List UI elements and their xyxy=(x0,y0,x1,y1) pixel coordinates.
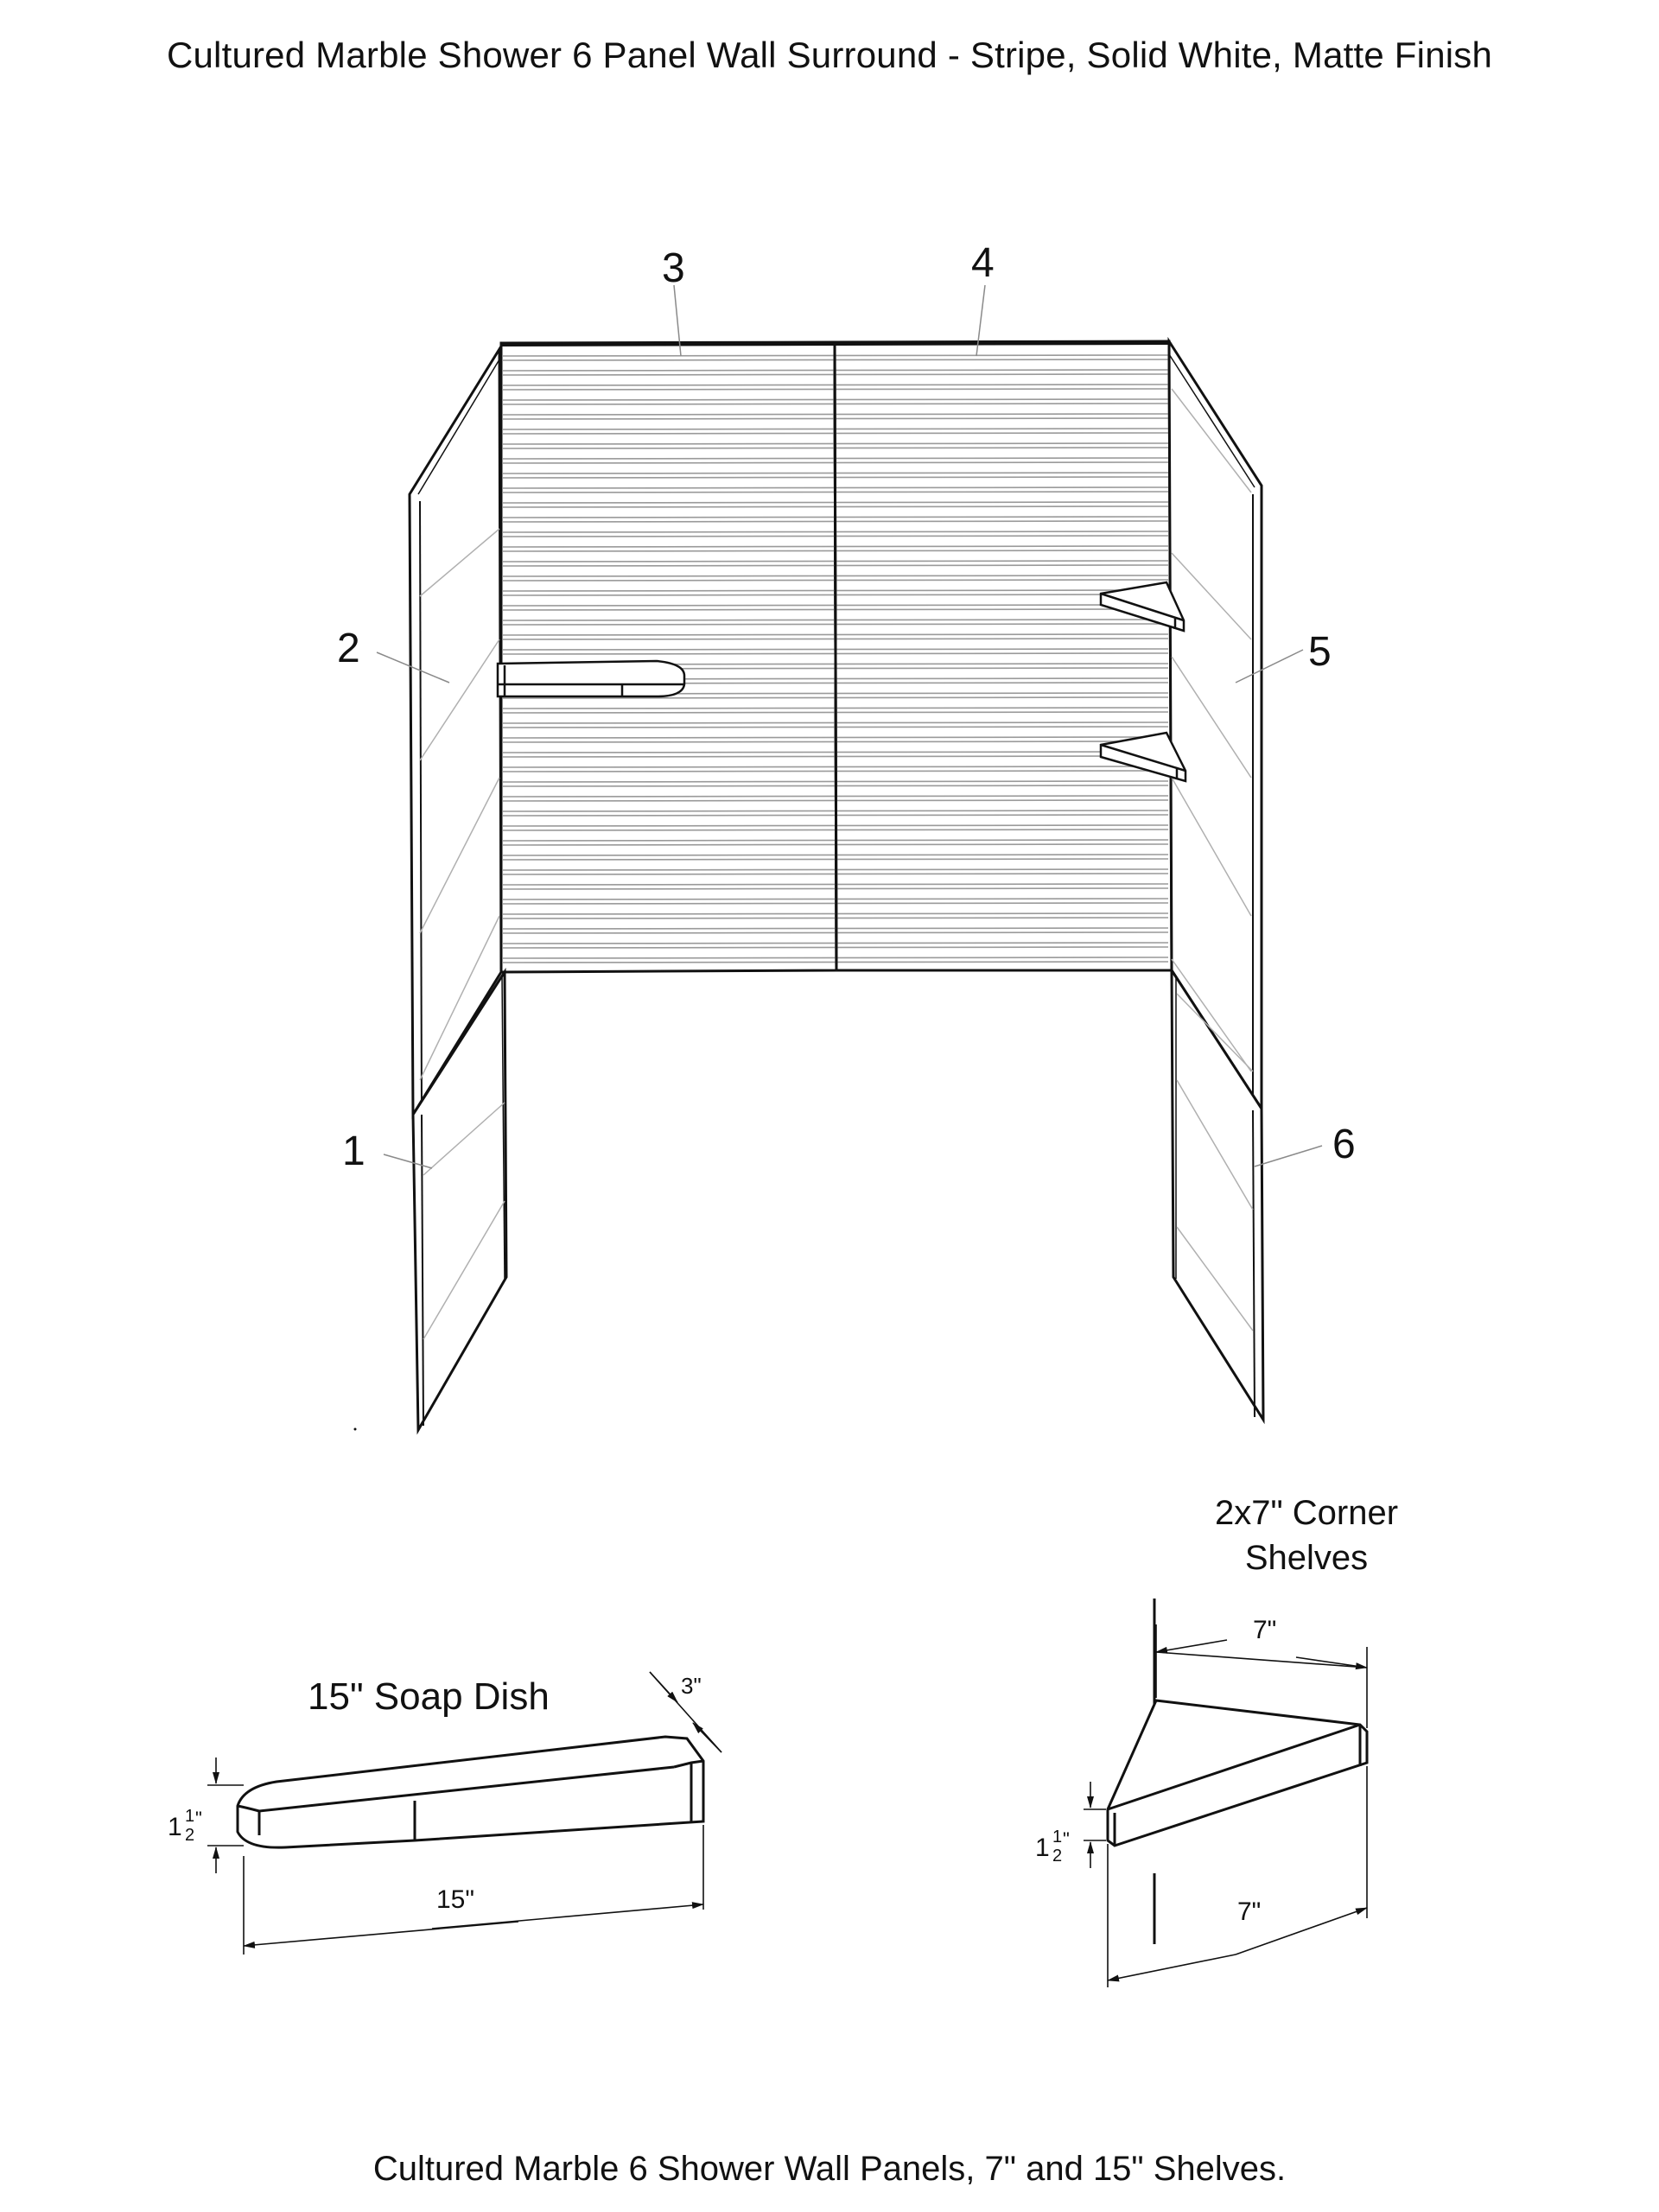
callout-2: 2 xyxy=(337,626,360,671)
corner-shelf-side-top: 7" xyxy=(1253,1616,1277,1644)
corner-shelf-height-den: 2 xyxy=(1052,1847,1063,1866)
soap-dish-height-den: 2 xyxy=(185,1826,195,1845)
panel-4 xyxy=(835,341,1172,970)
callout-4: 4 xyxy=(971,240,995,286)
soap-dish-height-whole: 1 xyxy=(168,1813,182,1841)
callout-3: 3 xyxy=(662,245,685,291)
callout-5: 5 xyxy=(1308,629,1332,675)
corner-shelf-title-line2: Shelves xyxy=(1244,1539,1369,1577)
panel-3 xyxy=(501,342,836,972)
page-title: Cultured Marble Shower 6 Panel Wall Surround - Stripe, Solid White, Matte Finish xyxy=(166,35,1493,75)
soap-dish-length: 15" xyxy=(436,1885,475,1914)
soap-dish-depth: 3" xyxy=(681,1673,702,1699)
soap-dish-height-unit: " xyxy=(195,1808,202,1829)
soap-dish-title: 15" Soap Dish xyxy=(308,1675,550,1718)
corner-shelf-height-unit: " xyxy=(1063,1828,1070,1850)
page-caption: Cultured Marble 6 Shower Wall Panels, 7" and 15" Shelves. xyxy=(372,2150,1287,2188)
corner-shelf-height-whole: 1 xyxy=(1035,1834,1050,1862)
corner-shelf-side-bottom: 7" xyxy=(1237,1897,1262,1926)
corner-shelf-height-num: 1 xyxy=(1052,1827,1063,1847)
corner-shelf-detail xyxy=(1035,1494,1398,1987)
callout-6: 6 xyxy=(1332,1122,1356,1167)
back-wall-top-edge xyxy=(501,343,1169,345)
soap-dish-detail xyxy=(168,1672,721,1955)
panel-seam xyxy=(835,342,836,970)
corner-shelf-title-line1: 2x7" Corner xyxy=(1214,1494,1399,1532)
callout-1: 1 xyxy=(342,1128,365,1174)
mounted-soap-dish xyxy=(498,661,684,696)
soap-dish-height-num: 1 xyxy=(185,1807,195,1826)
